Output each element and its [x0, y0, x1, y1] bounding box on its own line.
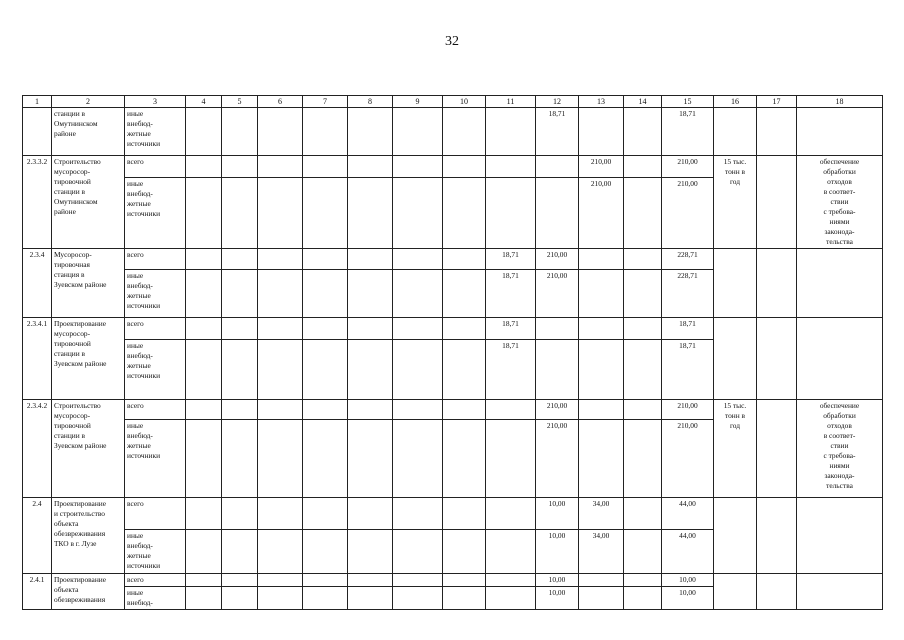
col-header: 18 — [797, 96, 883, 108]
table-row — [23, 156, 883, 178]
object-name: станции в Омутнинском районе — [54, 109, 98, 138]
row-number: 2.3.3.2 — [23, 156, 52, 249]
col-header: 17 — [757, 96, 797, 108]
funding-total-label: всего — [125, 574, 186, 587]
value-cell: 18,71 — [662, 108, 714, 156]
value-cell: 210,00 — [662, 400, 714, 420]
value-cell: 18,71 — [536, 108, 579, 156]
value-cell: 34,00 — [579, 498, 624, 530]
table-row — [23, 498, 883, 530]
funding-total-label: всего — [125, 400, 186, 420]
value-cell: 44,00 — [662, 498, 714, 530]
funding-source: иные внебюд- жетные источники — [127, 271, 161, 310]
col-header: 15 — [662, 96, 714, 108]
budget-table — [22, 95, 883, 610]
col-header: 9 — [393, 96, 443, 108]
row-number: 2.3.4.2 — [23, 400, 52, 498]
value-cell: 10,00 — [536, 530, 579, 574]
col-header: 13 — [579, 96, 624, 108]
row-number: 2.4.1 — [23, 574, 52, 610]
value-cell: 210,00 — [579, 156, 624, 178]
object-name: Проектирование мусоросор- тировочной станции в Зуевском районе — [54, 319, 107, 368]
value-cell: 210,00 — [536, 400, 579, 420]
col-header: 12 — [536, 96, 579, 108]
value-cell: 210,00 — [536, 420, 579, 498]
capacity-cell: 15 тыс. тонн в год — [723, 157, 747, 186]
value-cell: 18,71 — [662, 340, 714, 400]
value-cell: 10,00 — [536, 498, 579, 530]
value-cell: 228,71 — [662, 249, 714, 270]
col-header: 11 — [486, 96, 536, 108]
value-cell: 228,71 — [662, 270, 714, 318]
value-cell: 18,71 — [486, 249, 536, 270]
col-header: 3 — [125, 96, 186, 108]
funding-source: иные внебюд- жетные источники — [127, 109, 161, 148]
value-cell: 210,00 — [662, 156, 714, 178]
object-name: Проектирование и строительство объекта обезвреживания ТКО в г. Лузе — [54, 499, 107, 548]
object-name: Строительство мусоросор- тировочной станции в Омутнинском районе — [54, 157, 101, 216]
object-name: Строительство мусоросор- тировочной станции в Зуевском районе — [54, 401, 107, 450]
value-cell: 210,00 — [536, 270, 579, 318]
row-number: 2.3.4.1 — [23, 318, 52, 400]
value-cell: 18,71 — [662, 318, 714, 340]
col-header: 6 — [258, 96, 303, 108]
value-cell: 10,00 — [536, 587, 579, 610]
funding-source: иные внебюд- жетные источники — [127, 178, 161, 218]
table-row — [23, 318, 883, 340]
funding-source: иные внебюд- жетные источники — [127, 341, 161, 380]
row-number: 2.3.4 — [23, 249, 52, 318]
funding-source: иные внебюд- — [127, 588, 153, 607]
value-cell: 10,00 — [662, 587, 714, 610]
funding-total-label: всего — [125, 249, 186, 270]
value-cell: 34,00 — [579, 530, 624, 574]
value-cell: 18,71 — [486, 270, 536, 318]
row-number: 2.4 — [23, 498, 52, 574]
value-cell: 210,00 — [579, 177, 624, 248]
result-cell: обеспечение обработки отходов в соответ- ствии с требова- ниями законода- тельства — [819, 401, 860, 490]
value-cell: 18,71 — [486, 318, 536, 340]
value-cell: 10,00 — [536, 574, 579, 587]
table-row — [23, 249, 883, 270]
col-header: 7 — [303, 96, 348, 108]
table-row — [23, 574, 883, 587]
table-row — [23, 108, 883, 156]
result-cell: обеспечение обработки отходов в соответ- ствии с требова- ниями законода- тельства — [819, 157, 860, 246]
col-header: 1 — [23, 96, 52, 108]
object-name: Мусоросор- тировочная станция в Зуевском районе — [54, 250, 107, 289]
col-header: 10 — [443, 96, 486, 108]
funding-total-label: всего — [125, 156, 186, 178]
value-cell: 210,00 — [662, 420, 714, 498]
funding-source: иные внебюд- жетные источники — [127, 531, 161, 570]
page-number: 32 — [445, 34, 459, 49]
column-numbers-row — [23, 96, 883, 108]
col-header: 16 — [714, 96, 757, 108]
value-cell: 44,00 — [662, 530, 714, 574]
value-cell: 210,00 — [536, 249, 579, 270]
table-row — [23, 400, 883, 420]
col-header: 14 — [624, 96, 662, 108]
value-cell: 18,71 — [486, 340, 536, 400]
col-header: 8 — [348, 96, 393, 108]
funding-source: иные внебюд- жетные источники — [127, 421, 161, 460]
object-name: Проектирование объекта обезвреживания — [54, 575, 107, 604]
funding-total-label: всего — [125, 318, 186, 340]
col-header: 2 — [52, 96, 125, 108]
capacity-cell: 15 тыс. тонн в год — [723, 401, 747, 430]
col-header: 5 — [222, 96, 258, 108]
funding-total-label: всего — [125, 498, 186, 530]
value-cell: 10,00 — [662, 574, 714, 587]
col-header: 4 — [186, 96, 222, 108]
value-cell: 210,00 — [662, 177, 714, 248]
